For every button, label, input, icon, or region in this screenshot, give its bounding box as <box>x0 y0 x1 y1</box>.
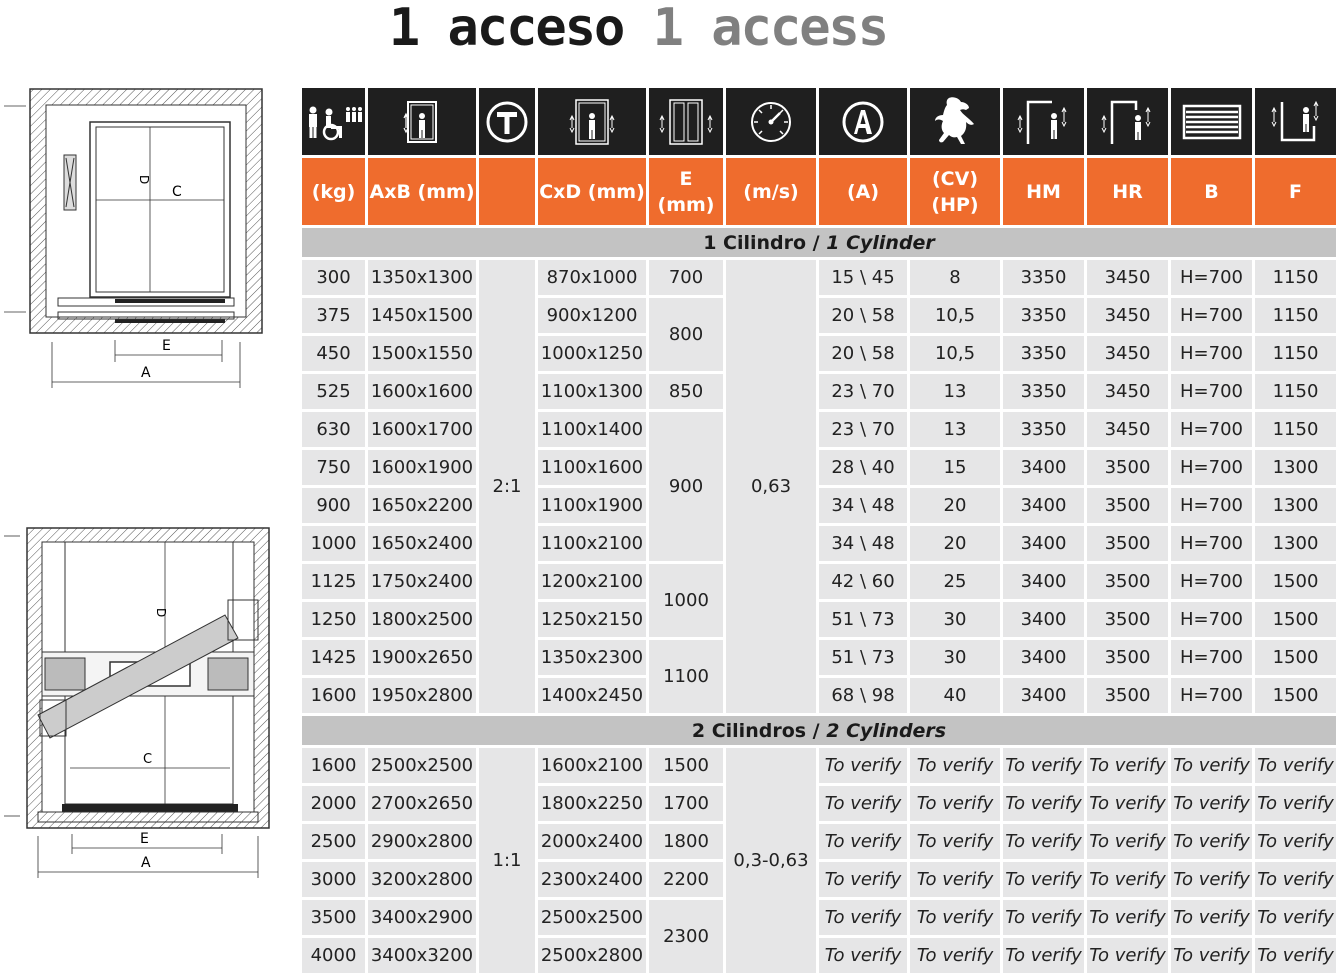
cell-door-width: 1500 <box>649 748 723 783</box>
cell-door-width: 1800 <box>649 824 723 859</box>
cell-hm: 3400 <box>1003 488 1084 523</box>
cell-hr: 3500 <box>1087 640 1168 675</box>
cell-hp: To verify <box>910 938 1000 973</box>
cell-load: 450 <box>302 336 365 371</box>
label-d-2: D <box>154 608 168 618</box>
column-header: (A) <box>819 158 907 225</box>
cell-car-size: 1350x2300 <box>538 640 646 675</box>
cell-f: To verify <box>1255 748 1336 783</box>
cell-hr: 3450 <box>1087 336 1168 371</box>
section-title-it: 2 Cilindros / <box>691 719 827 742</box>
cell-hm: 3400 <box>1003 450 1084 485</box>
cell-car-size: 1000x1250 <box>538 336 646 371</box>
cell-car-size: 1100x1300 <box>538 374 646 409</box>
cell-hr: 3450 <box>1087 412 1168 447</box>
column-header <box>479 158 535 225</box>
table-row <box>302 900 1336 935</box>
cell-hm: 3350 <box>1003 260 1084 295</box>
cell-f: 1150 <box>1255 336 1336 371</box>
table-row <box>302 298 1336 333</box>
cell-load: 375 <box>302 298 365 333</box>
cell-shaft-size: 1450x1500 <box>368 298 476 333</box>
cell-b: H=700 <box>1171 564 1252 599</box>
cell-hm: 3400 <box>1003 564 1084 599</box>
cell-door-width: 900 <box>649 412 723 561</box>
cell-a: To verify <box>819 900 907 935</box>
cell-hm: To verify <box>1003 748 1084 783</box>
cell-a: 23 \ 70 <box>819 374 907 409</box>
cell-b: H=700 <box>1171 298 1252 333</box>
cell-shaft-size: 3400x2900 <box>368 900 476 935</box>
section-title-en: 2 Cylinders <box>826 719 947 742</box>
label-c: C <box>172 184 182 200</box>
cell-hp: To verify <box>910 900 1000 935</box>
cell-f: 1150 <box>1255 260 1336 295</box>
cell-hr: 3500 <box>1087 678 1168 713</box>
cell-hm: 3400 <box>1003 678 1084 713</box>
cell-hr: 3500 <box>1087 526 1168 561</box>
section-header-row <box>302 716 1336 745</box>
diagram-two-cylinders <box>0 520 300 880</box>
cell-shaft-size: 1750x2400 <box>368 564 476 599</box>
cell-load: 1600 <box>302 678 365 713</box>
table-row <box>302 564 1336 599</box>
cell-a: 68 \ 98 <box>819 678 907 713</box>
cell-load: 1250 <box>302 602 365 637</box>
cell-a: 20 \ 58 <box>819 336 907 371</box>
unit-header-row <box>302 158 1336 225</box>
cell-b: H=700 <box>1171 640 1252 675</box>
column-header: F <box>1255 158 1336 225</box>
cell-hr: To verify <box>1087 824 1168 859</box>
cell-hp: 20 <box>910 488 1000 523</box>
cell-car-size: 1100x1400 <box>538 412 646 447</box>
cell-b: To verify <box>1171 748 1252 783</box>
cell-b: H=700 <box>1171 260 1252 295</box>
cell-b: To verify <box>1171 786 1252 821</box>
cell-hm: To verify <box>1003 824 1084 859</box>
cell-car-size: 1250x2150 <box>538 602 646 637</box>
cell-hp: To verify <box>910 786 1000 821</box>
section-title-it: 1 Cilindro / <box>703 231 827 254</box>
table-row <box>302 488 1336 523</box>
cell-shaft-size: 1600x1700 <box>368 412 476 447</box>
cell-hm: To verify <box>1003 938 1084 973</box>
cell-hp: 13 <box>910 412 1000 447</box>
cell-f: 1500 <box>1255 640 1336 675</box>
cell-shaft-size: 1650x2400 <box>368 526 476 561</box>
cell-door-width: 800 <box>649 298 723 371</box>
cell-load: 3500 <box>302 900 365 935</box>
cell-shaft-size: 1900x2650 <box>368 640 476 675</box>
label-e-2: E <box>140 831 149 847</box>
cell-a: 23 \ 70 <box>819 412 907 447</box>
traction-t-icon <box>479 88 535 155</box>
cell-f: 1500 <box>1255 678 1336 713</box>
cell-hm: 3350 <box>1003 298 1084 333</box>
cell-a: To verify <box>819 748 907 783</box>
table-row <box>302 824 1336 859</box>
cell-b: To verify <box>1171 862 1252 897</box>
cell-car-size: 2500x2500 <box>538 900 646 935</box>
cell-b: H=700 <box>1171 526 1252 561</box>
cabin-size-icon <box>368 88 476 155</box>
cell-f: 1300 <box>1255 450 1336 485</box>
title-italian: 1 acceso <box>388 0 624 58</box>
cell-hr: To verify <box>1087 938 1168 973</box>
cell-shaft-size: 1350x1300 <box>368 260 476 295</box>
table-row <box>302 412 1336 447</box>
cell-a: 34 \ 48 <box>819 488 907 523</box>
cell-shaft-size: 2500x2500 <box>368 748 476 783</box>
cell-hp: 8 <box>910 260 1000 295</box>
cell-load: 300 <box>302 260 365 295</box>
cell-load: 1000 <box>302 526 365 561</box>
cell-hr: To verify <box>1087 862 1168 897</box>
headroom-hr-icon <box>1087 88 1168 155</box>
cell-shaft-size: 1950x2800 <box>368 678 476 713</box>
cell-a: 42 \ 60 <box>819 564 907 599</box>
cell-load: 3000 <box>302 862 365 897</box>
cell-b: H=700 <box>1171 678 1252 713</box>
cell-shaft-size: 3400x3200 <box>368 938 476 973</box>
section-title-en: 1 Cylinder <box>826 231 935 254</box>
cell-car-size: 900x1200 <box>538 298 646 333</box>
cell-shaft-size: 1500x1550 <box>368 336 476 371</box>
cell-a: To verify <box>819 862 907 897</box>
cell-load: 2000 <box>302 786 365 821</box>
cell-hp: 15 <box>910 450 1000 485</box>
page-title <box>0 0 1276 56</box>
headroom-hm-icon <box>1003 88 1084 155</box>
column-header: B <box>1171 158 1252 225</box>
table-row <box>302 640 1336 675</box>
cell-car-size: 1400x2450 <box>538 678 646 713</box>
cell-load: 900 <box>302 488 365 523</box>
cell-door-width: 2200 <box>649 862 723 897</box>
cell-door-width: 1000 <box>649 564 723 637</box>
persons-wheelchair-icon <box>302 88 365 155</box>
table-row <box>302 748 1336 783</box>
pit-f-icon <box>1255 88 1336 155</box>
speedometer-icon <box>726 88 816 155</box>
table-row <box>302 786 1336 821</box>
cell-hr: 3500 <box>1087 488 1168 523</box>
table-row <box>302 450 1336 485</box>
horse-power-icon <box>910 88 1000 155</box>
cell-b: H=700 <box>1171 488 1252 523</box>
cell-hm: To verify <box>1003 862 1084 897</box>
cell-hm: 3400 <box>1003 640 1084 675</box>
cell-hr: To verify <box>1087 786 1168 821</box>
section-title <box>302 228 1336 257</box>
cell-hr: To verify <box>1087 900 1168 935</box>
cell-load: 630 <box>302 412 365 447</box>
cell-hr: 3450 <box>1087 374 1168 409</box>
column-header: (CV) (HP) <box>910 158 1000 225</box>
cell-a: To verify <box>819 824 907 859</box>
cell-car-size: 870x1000 <box>538 260 646 295</box>
cell-car-size: 1100x1900 <box>538 488 646 523</box>
cell-hm: 3350 <box>1003 336 1084 371</box>
cell-f: 1150 <box>1255 374 1336 409</box>
cell-load: 525 <box>302 374 365 409</box>
cell-car-size: 1100x1600 <box>538 450 646 485</box>
cell-f: 1500 <box>1255 602 1336 637</box>
cell-b: H=700 <box>1171 374 1252 409</box>
cell-speed: 0,3-0,63 <box>726 748 816 973</box>
cell-car-size: 2000x2400 <box>538 824 646 859</box>
door-opening-icon <box>649 88 723 155</box>
cell-load: 1125 <box>302 564 365 599</box>
cell-shaft-size: 1600x1600 <box>368 374 476 409</box>
cell-b: To verify <box>1171 900 1252 935</box>
table-row <box>302 260 1336 295</box>
cell-b: H=700 <box>1171 412 1252 447</box>
cell-shaft-size: 1600x1900 <box>368 450 476 485</box>
cell-hr: 3500 <box>1087 450 1168 485</box>
cell-hp: 30 <box>910 640 1000 675</box>
table-row <box>302 374 1336 409</box>
cell-f: To verify <box>1255 938 1336 973</box>
label-a: A <box>141 365 151 381</box>
cell-hp: To verify <box>910 824 1000 859</box>
cell-a: 28 \ 40 <box>819 450 907 485</box>
cell-hr: 3450 <box>1087 298 1168 333</box>
cell-shaft-size: 1650x2200 <box>368 488 476 523</box>
cell-car-size: 1600x2100 <box>538 748 646 783</box>
cell-hp: 40 <box>910 678 1000 713</box>
label-d: D <box>137 175 151 185</box>
cell-door-width: 1700 <box>649 786 723 821</box>
table-row <box>302 526 1336 561</box>
pit-b-icon <box>1171 88 1252 155</box>
cell-load: 2500 <box>302 824 365 859</box>
cell-roping: 1:1 <box>479 748 535 973</box>
cell-car-size: 1100x2100 <box>538 526 646 561</box>
cell-a: 15 \ 45 <box>819 260 907 295</box>
cell-car-size: 2300x2400 <box>538 862 646 897</box>
title-english: 1 access <box>652 0 888 58</box>
label-c-2: C <box>143 752 153 767</box>
cell-f: To verify <box>1255 862 1336 897</box>
cell-hr: 3500 <box>1087 564 1168 599</box>
cell-a: 51 \ 73 <box>819 640 907 675</box>
column-header: AxB (mm) <box>368 158 476 225</box>
cell-f: 1500 <box>1255 564 1336 599</box>
column-header: E (mm) <box>649 158 723 225</box>
column-header: (m/s) <box>726 158 816 225</box>
cell-hp: 10,5 <box>910 336 1000 371</box>
cell-b: H=700 <box>1171 602 1252 637</box>
cell-load: 1600 <box>302 748 365 783</box>
cell-car-size: 1800x2250 <box>538 786 646 821</box>
cell-shaft-size: 3200x2800 <box>368 862 476 897</box>
cell-f: 1300 <box>1255 488 1336 523</box>
section-title <box>302 716 1336 745</box>
cell-load: 1425 <box>302 640 365 675</box>
cell-hp: To verify <box>910 862 1000 897</box>
cell-car-size: 1200x2100 <box>538 564 646 599</box>
section-header-row <box>302 228 1336 257</box>
table-row <box>302 862 1336 897</box>
cell-hp: To verify <box>910 748 1000 783</box>
cell-door-width: 2300 <box>649 900 723 973</box>
ampere-icon <box>819 88 907 155</box>
cell-load: 750 <box>302 450 365 485</box>
cell-hp: 20 <box>910 526 1000 561</box>
cell-shaft-size: 2900x2800 <box>368 824 476 859</box>
label-a-2: A <box>141 855 151 871</box>
column-header: HR <box>1087 158 1168 225</box>
cell-f: 1150 <box>1255 412 1336 447</box>
cell-f: To verify <box>1255 824 1336 859</box>
car-door-icon <box>538 88 646 155</box>
cell-hm: To verify <box>1003 786 1084 821</box>
cell-door-width: 850 <box>649 374 723 409</box>
cell-f: 1300 <box>1255 526 1336 561</box>
cell-a: To verify <box>819 938 907 973</box>
table-row <box>302 336 1336 371</box>
column-header: (kg) <box>302 158 365 225</box>
column-header: HM <box>1003 158 1084 225</box>
cell-a: To verify <box>819 786 907 821</box>
cell-hm: 3400 <box>1003 602 1084 637</box>
column-header: CxD (mm) <box>538 158 646 225</box>
cell-hm: 3350 <box>1003 374 1084 409</box>
cell-b: To verify <box>1171 938 1252 973</box>
cell-hm: 3350 <box>1003 412 1084 447</box>
cell-hm: 3400 <box>1003 526 1084 561</box>
table-row <box>302 602 1336 637</box>
cell-f: To verify <box>1255 786 1336 821</box>
cell-b: To verify <box>1171 824 1252 859</box>
cell-load: 4000 <box>302 938 365 973</box>
table-row <box>302 678 1336 713</box>
cell-a: 34 \ 48 <box>819 526 907 561</box>
cell-hm: To verify <box>1003 900 1084 935</box>
cell-roping: 2:1 <box>479 260 535 713</box>
cell-b: H=700 <box>1171 336 1252 371</box>
cell-shaft-size: 1800x2500 <box>368 602 476 637</box>
cell-hp: 25 <box>910 564 1000 599</box>
cell-b: H=700 <box>1171 450 1252 485</box>
spec-body <box>302 228 1336 973</box>
icon-header-row <box>302 88 1336 155</box>
cell-hp: 13 <box>910 374 1000 409</box>
cell-door-width: 1100 <box>649 640 723 713</box>
cell-a: 20 \ 58 <box>819 298 907 333</box>
cell-door-width: 700 <box>649 260 723 295</box>
cell-f: To verify <box>1255 900 1336 935</box>
cell-f: 1150 <box>1255 298 1336 333</box>
table-row <box>302 938 1336 973</box>
diagram-one-cylinder <box>0 80 300 390</box>
spec-table <box>299 85 1339 976</box>
cell-shaft-size: 2700x2650 <box>368 786 476 821</box>
cell-a: 51 \ 73 <box>819 602 907 637</box>
label-e: E <box>162 338 171 354</box>
cell-hp: 10,5 <box>910 298 1000 333</box>
cell-hr: To verify <box>1087 748 1168 783</box>
cell-hr: 3500 <box>1087 602 1168 637</box>
cell-hp: 30 <box>910 602 1000 637</box>
cell-car-size: 2500x2800 <box>538 938 646 973</box>
cell-hr: 3450 <box>1087 260 1168 295</box>
cell-speed: 0,63 <box>726 260 816 713</box>
